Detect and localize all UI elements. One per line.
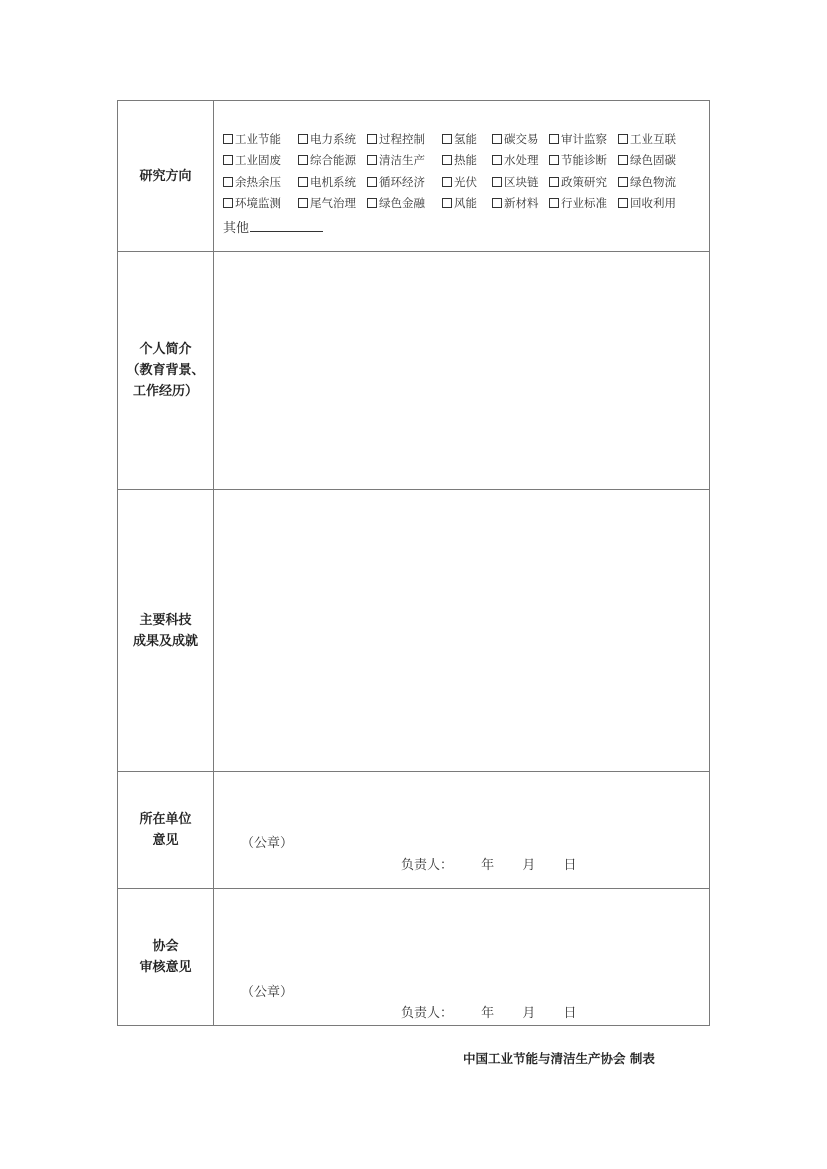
- research-option-label: 氢能: [454, 131, 477, 146]
- research-options-row: [223, 195, 709, 217]
- research-option[interactable]: [367, 152, 442, 168]
- unit-seal-text: （公章）: [241, 836, 294, 851]
- other-fill-in-blank[interactable]: [250, 220, 323, 232]
- unit-day-label: 日: [563, 858, 577, 873]
- checkbox-icon[interactable]: [367, 155, 377, 165]
- association-signer-label: 负责人：: [401, 1006, 454, 1021]
- research-option-label: 过程控制: [379, 131, 425, 146]
- achievements-field[interactable]: [214, 490, 710, 772]
- research-option-label: 电力系统: [310, 131, 356, 146]
- profile-label: 个人简介 （教育背景、 工作经历）: [118, 252, 214, 490]
- research-option[interactable]: [298, 174, 367, 190]
- checkbox-icon[interactable]: [618, 177, 628, 187]
- research-option-label: 工业节能: [235, 131, 281, 146]
- research-option[interactable]: [223, 195, 298, 211]
- checkbox-icon[interactable]: [492, 198, 502, 208]
- research-option-other-label: 其他: [223, 220, 250, 236]
- checkbox-icon[interactable]: [442, 134, 452, 144]
- research-option[interactable]: [367, 131, 442, 147]
- research-option[interactable]: [442, 174, 492, 190]
- checkbox-icon[interactable]: [223, 134, 233, 144]
- research-option-label: 行业标准: [561, 196, 607, 211]
- association-review-row: [118, 889, 710, 1026]
- profile-field[interactable]: [214, 252, 710, 490]
- research-option[interactable]: [367, 195, 442, 211]
- research-option-label: 光伏: [454, 174, 477, 189]
- research-option[interactable]: [367, 174, 442, 190]
- research-option[interactable]: [223, 174, 298, 190]
- research-option-label: 绿色物流: [630, 174, 676, 189]
- research-option-label: 风能: [454, 196, 477, 211]
- checkbox-icon[interactable]: [492, 177, 502, 187]
- checkbox-icon[interactable]: [298, 155, 308, 165]
- research-option[interactable]: [618, 152, 680, 168]
- form-footer: 中国工业节能与清洁生产协会 制表: [463, 1051, 655, 1066]
- unit-month-label: 月: [522, 858, 536, 873]
- research-option-label: 电机系统: [310, 174, 356, 189]
- research-option-label: 政策研究: [561, 174, 607, 189]
- research-option[interactable]: [223, 152, 298, 168]
- research-option[interactable]: [298, 131, 367, 147]
- research-options-row: [223, 174, 709, 196]
- association-review-label: 协会 审核意见: [118, 889, 214, 1026]
- unit-opinion-field[interactable]: [214, 772, 710, 889]
- association-month-label: 月: [522, 1006, 536, 1021]
- research-option-label: 区块链: [504, 174, 539, 189]
- research-option[interactable]: [618, 174, 680, 190]
- research-direction-row: [118, 101, 710, 252]
- research-option[interactable]: [549, 195, 618, 211]
- checkbox-icon[interactable]: [298, 177, 308, 187]
- research-option-label: 回收利用: [630, 196, 676, 211]
- research-option[interactable]: [492, 131, 549, 147]
- checkbox-icon[interactable]: [549, 198, 559, 208]
- checkbox-icon[interactable]: [367, 134, 377, 144]
- association-day-label: 日: [563, 1006, 577, 1021]
- checkbox-icon[interactable]: [223, 198, 233, 208]
- checkbox-icon[interactable]: [618, 198, 628, 208]
- checkbox-icon[interactable]: [549, 155, 559, 165]
- association-seal-text: （公章）: [241, 985, 294, 1000]
- research-option-label: 新材料: [504, 196, 539, 211]
- achievements-row: [118, 490, 710, 772]
- checkbox-icon[interactable]: [442, 198, 452, 208]
- application-form-table: [117, 100, 710, 1026]
- research-option[interactable]: [549, 131, 618, 147]
- research-option-label: 绿色固碳: [630, 153, 676, 168]
- unit-signature-line: [401, 854, 576, 873]
- research-option[interactable]: [298, 152, 367, 168]
- research-option-label: 余热余压: [235, 174, 281, 189]
- research-option[interactable]: [442, 195, 492, 211]
- research-option[interactable]: [549, 174, 618, 190]
- unit-opinion-row: [118, 772, 710, 889]
- checkbox-icon[interactable]: [492, 134, 502, 144]
- unit-year-label: 年: [481, 858, 495, 873]
- research-option[interactable]: [618, 195, 680, 211]
- unit-opinion-label: 所在单位 意见: [118, 772, 214, 889]
- checkbox-icon[interactable]: [223, 155, 233, 165]
- association-review-field[interactable]: [214, 889, 710, 1026]
- research-option-label: 绿色金融: [379, 196, 425, 211]
- checkbox-icon[interactable]: [549, 134, 559, 144]
- research-option-label: 循环经济: [379, 174, 425, 189]
- checkbox-icon[interactable]: [298, 134, 308, 144]
- research-option[interactable]: [492, 174, 549, 190]
- checkbox-icon[interactable]: [442, 177, 452, 187]
- research-direction-label: 研究方向: [118, 101, 214, 252]
- association-signature-line: [401, 1002, 576, 1021]
- association-year-label: 年: [481, 1006, 495, 1021]
- research-option[interactable]: [549, 152, 618, 168]
- profile-row: [118, 252, 710, 490]
- checkbox-icon[interactable]: [618, 155, 628, 165]
- research-option-label: 水处理: [504, 153, 539, 168]
- research-option-other[interactable]: [223, 217, 709, 239]
- checkbox-icon[interactable]: [442, 155, 452, 165]
- research-option-label: 工业固废: [235, 153, 281, 168]
- research-options-row: [223, 131, 709, 153]
- research-option-label: 节能诊断: [561, 153, 607, 168]
- research-option-label: 热能: [454, 153, 477, 168]
- checkbox-icon[interactable]: [223, 177, 233, 187]
- research-option-label: 环境监测: [235, 196, 281, 211]
- research-option[interactable]: [442, 131, 492, 147]
- checkbox-icon[interactable]: [367, 177, 377, 187]
- research-options-row: [223, 152, 709, 174]
- research-option-label: 碳交易: [504, 131, 539, 146]
- research-options-grid: [214, 114, 709, 239]
- checkbox-icon[interactable]: [618, 134, 628, 144]
- research-option[interactable]: [298, 195, 367, 211]
- checkbox-icon[interactable]: [549, 177, 559, 187]
- research-direction-options: [214, 101, 710, 252]
- research-option[interactable]: [442, 152, 492, 168]
- achievements-label: 主要科技 成果及成就: [118, 490, 214, 772]
- research-option-label: 审计监察: [561, 131, 607, 146]
- research-option-label: 清洁生产: [379, 153, 425, 168]
- research-option[interactable]: [618, 131, 680, 147]
- checkbox-icon[interactable]: [298, 198, 308, 208]
- checkbox-icon[interactable]: [367, 198, 377, 208]
- research-option-label: 综合能源: [310, 153, 356, 168]
- research-option[interactable]: [492, 152, 549, 168]
- research-option[interactable]: [492, 195, 549, 211]
- research-option-label: 工业互联: [630, 131, 676, 146]
- research-option-label: 尾气治理: [310, 196, 356, 211]
- checkbox-icon[interactable]: [492, 155, 502, 165]
- unit-signer-label: 负责人：: [401, 858, 454, 873]
- research-option[interactable]: [223, 131, 298, 147]
